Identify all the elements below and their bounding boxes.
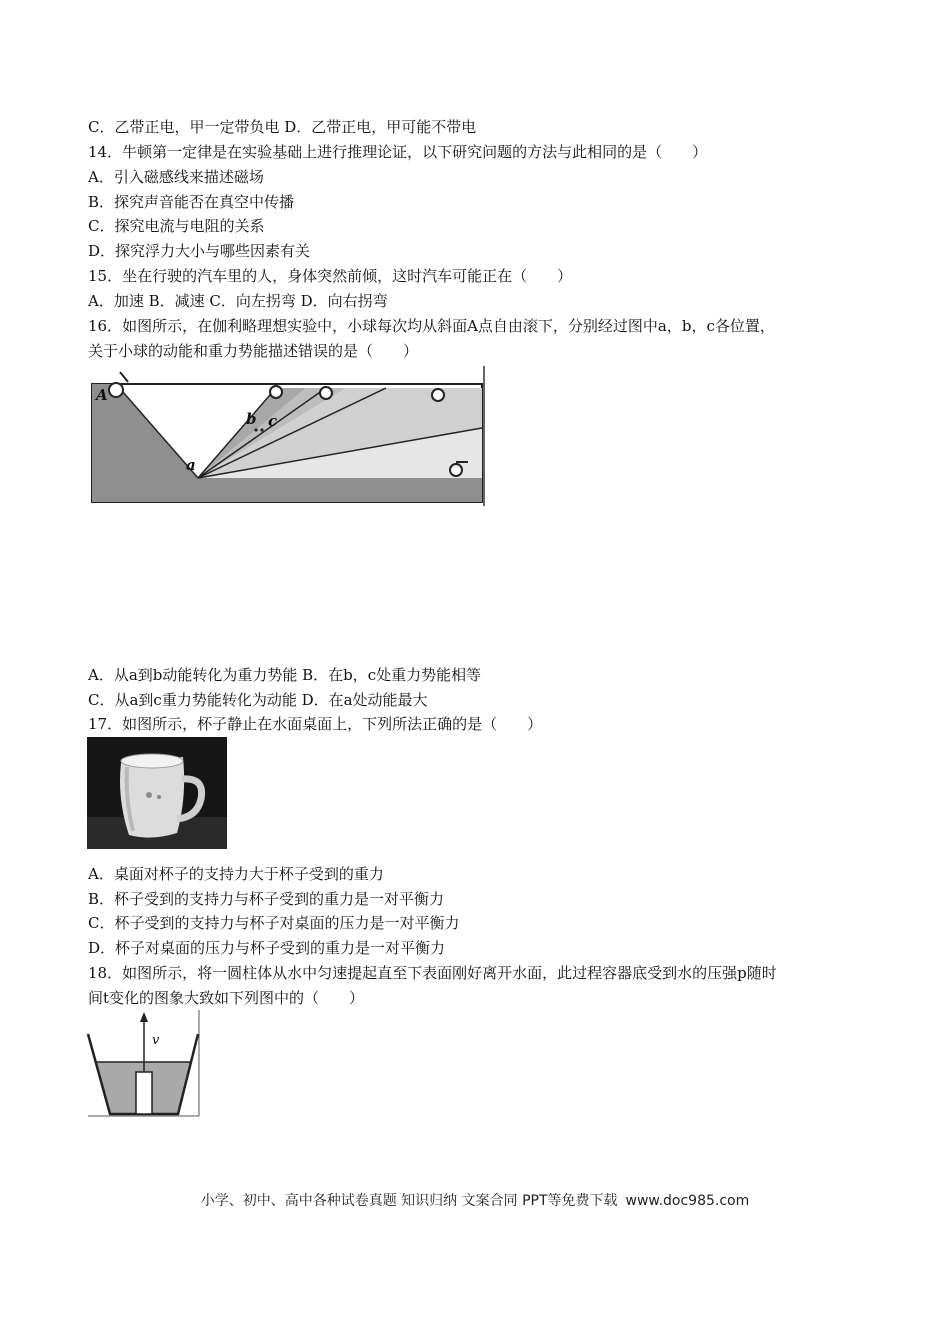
left-incline	[92, 384, 198, 478]
q14-option-d: D．探究浮力大小与哪些因素有关	[88, 242, 311, 260]
label-b: b	[246, 410, 257, 428]
q17-option-c: C．杯子受到的支持力与杯子对桌面的压力是一对平衡力	[88, 914, 460, 932]
q15-stem: 15．坐在行驶的汽车里的人，身体突然前倾，这时汽车可能正在（ ）	[88, 267, 573, 285]
cylinder-container-figure	[86, 1010, 202, 1118]
q16-stem-line2: 关于小球的动能和重力势能描述错误的是（ ）	[88, 342, 419, 360]
q14-option-b: B．探究声音能否在真空中传播	[88, 193, 295, 211]
q17-option-b: B．杯子受到的支持力与杯子受到的重力是一对平衡力	[88, 890, 445, 908]
q13-options-cd: C．乙带正电，甲一定带负电 D．乙带正电，甲可能不带电	[88, 118, 477, 136]
arrow-A	[120, 372, 128, 382]
cup-body	[120, 757, 184, 838]
q14-option-a: A．引入磁感线来描述磁场	[88, 168, 264, 186]
ball-shallow	[432, 389, 444, 401]
q17-stem: 17．如图所示，杯子静止在水面桌面上，下列所法正确的是（ ）	[88, 715, 543, 733]
label-v: v	[152, 1033, 160, 1048]
q16-stem-line1: 16．如图所示，在伽利略理想实验中，小球每次均从斜面A点自由滚下，分别经过图中a，b，c各位置，	[88, 317, 775, 335]
ball-horizontal	[450, 464, 462, 476]
q17-option-d: D．杯子对桌面的压力与杯子受到的重力是一对平衡力	[88, 939, 446, 957]
footer-url[interactable]: www.doc985.com	[625, 1193, 750, 1209]
q17-option-a: A．桌面对杯子的支持力大于杯子受到的重力	[88, 865, 384, 883]
ball-middle	[320, 387, 332, 399]
label-a: a	[186, 456, 196, 474]
page-footer	[0, 1191, 950, 1211]
cylinder	[136, 1072, 152, 1114]
footer-text: 小学、初中、高中各种试卷真题 知识归纳 文案合同 PPT等免费下载	[200, 1193, 618, 1209]
label-c: c	[268, 412, 278, 430]
q16-options-cd: C．从a到c重力势能转化为动能 D．在a处动能最大	[88, 691, 428, 709]
ball-steep	[270, 386, 282, 398]
q16-options-ab: A．从a到b动能转化为重力势能 B．在b，c处重力势能相等	[88, 666, 482, 684]
q15-options: A．加速 B．减速 C．向左拐弯 D．向右拐弯	[88, 292, 388, 310]
ground-slab	[92, 478, 482, 502]
q18-stem-line2: 间t变化的图象大致如下列图中的（ ）	[88, 989, 365, 1007]
q14-stem: 14．牛顿第一定律是在实验基础上进行推理论证，以下研究问题的方法与此相同的是（ ）	[88, 143, 708, 161]
ball-at-A	[109, 383, 123, 397]
q14-option-c: C．探究电流与电阻的关系	[88, 217, 265, 235]
q18-stem-line1: 18．如图所示，将一圆柱体从水中匀速提起直至下表面刚好离开水面，此过程容器底受到水的压强p随时	[88, 964, 777, 982]
cup-photo	[87, 737, 227, 849]
label-A: A	[96, 386, 108, 404]
galileo-incline-figure	[86, 366, 486, 508]
